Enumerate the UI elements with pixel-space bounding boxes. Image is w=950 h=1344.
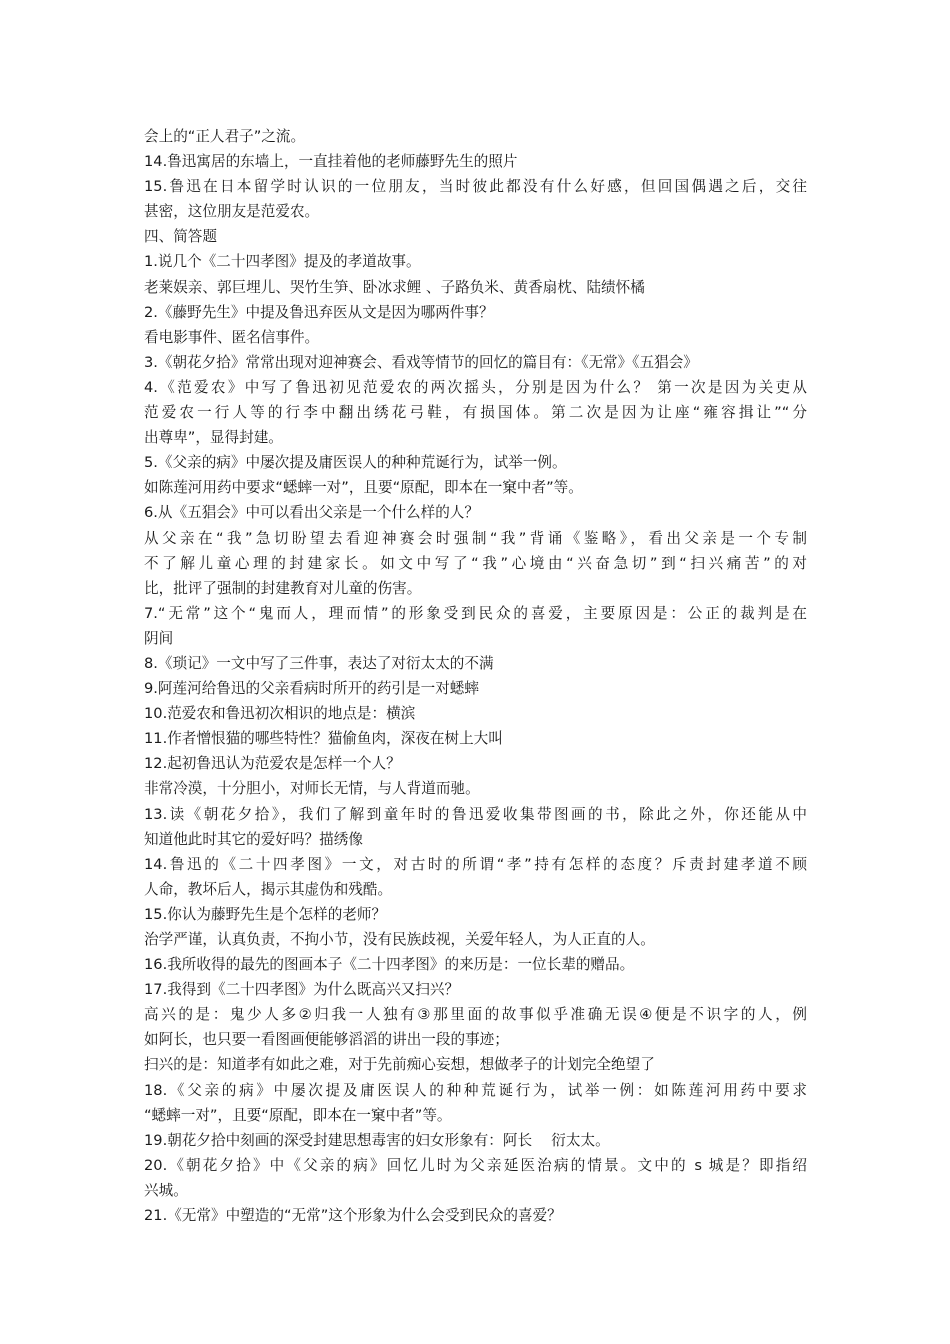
text-line: 扫兴的是：知道孝有如此之难，对于先前痴心妄想，想做孝子的计划完全绝望了 [144, 1056, 655, 1074]
text-line: 18.《父亲的病》中屡次提及庸医误人的种种荒诞行为，试举一例：如陈莲河用药中要求 [144, 1081, 807, 1099]
text-line: 10.范爱农和鲁迅初次相识的地点是：横滨 [144, 705, 416, 723]
text-line: 从父亲在“我”急切盼望去看迎神赛会时强制“我”背诵《鉴略》，看出父亲是一个专制 [144, 529, 807, 547]
text-line: 高兴的是：鬼少人多②归我一人独有③那里面的故事似乎准确无误④便是不识字的人，例 [144, 1006, 807, 1024]
text-line: 兴城。 [144, 1181, 188, 1199]
text-line: 8.《琐记》一文中写了三件事，表达了对衍太太的不满 [144, 654, 494, 672]
text-line: 2.《藤野先生》中提及鲁迅弃医从文是因为哪两件事？ [144, 303, 494, 321]
text-line: 12.起初鲁迅认为范爱农是怎样一个人？ [144, 755, 401, 773]
text-line: 6.从《五猖会》中可以看出父亲是一个什么样的人？ [144, 504, 479, 522]
text-line: 阴间 [144, 629, 174, 647]
text-line: 15.你认为藤野先生是个怎样的老师？ [144, 905, 387, 923]
text-line: 会上的“正人君子”之流。 [144, 128, 306, 145]
document-body [144, 124, 807, 1228]
text-line: 4.《范爱农》中写了鲁迅初见范爱农的两次摇头，分别是因为什么？ 第一次是因为关吏从 [144, 378, 807, 396]
text-line: 19.朝花夕拾中刻画的深受封建思想毒害的妇女形象有：阿长 衍太太。 [144, 1131, 610, 1149]
text-line: 知道他此时其它的爱好吗？描绣像 [144, 830, 363, 848]
text-line: 5.《父亲的病》中屡次提及庸医误人的种种荒诞行为，试举一例。 [144, 454, 567, 472]
text-line: 人命，教坏后人，揭示其虚伪和残酷。 [144, 880, 393, 898]
text-line: 如阿长，也只要一看图画便能够滔滔的讲出一段的事迹； [144, 1031, 509, 1049]
text-line: 出尊卑”，显得封建。 [144, 429, 283, 447]
text-line: 20.《朝花夕拾》中《父亲的病》回忆儿时为父亲延医治病的情景。文中的 s 城是？即指绍 [144, 1156, 807, 1174]
text-line: 1.说几个《二十四孝图》提及的孝道故事。 [144, 253, 421, 271]
text-line: 比，批评了强制的封建教育对儿童的伤害。 [144, 579, 422, 597]
text-line: 老莱娱亲、郭巨埋儿、哭竹生笋、卧冰求鲤 、子路负米、黄香扇枕、陆绩怀橘 [144, 278, 645, 296]
text-line: 不了解儿童心理的封建家长。如文中写了“我”心境由“兴奋急切”到“扫兴痛苦”的对 [144, 554, 807, 572]
text-line: 四、简答题 [144, 228, 217, 246]
text-line: 11.作者憎恨猫的哪些特性？猫偷鱼肉，深夜在树上大叫 [144, 730, 503, 748]
text-line: 3.《朝花夕拾》常常出现对迎神赛会、看戏等情节的回忆的篇目有：《无常》《五猖会》 [144, 353, 698, 371]
text-line: 治学严谨，认真负责，不拘小节，没有民族歧视，关爱年轻人，为人正直的人。 [144, 931, 655, 948]
text-line: 9.阿莲河给鲁迅的父亲看病时所开的药引是一对蟋蟀 [144, 680, 479, 698]
text-line: 14.鲁迅寓居的东墙上，一直挂着他的老师藤野先生的照片 [144, 153, 518, 171]
text-line: 甚密，这位朋友是范爱农。 [144, 203, 320, 221]
text-line: 看电影事件、匿名信事件。 [144, 328, 320, 346]
text-line: 16.我所收得的最先的图画本子《二十四孝图》的来历是：一位长辈的赠品。 [144, 956, 635, 974]
text-line: 15.鲁迅在日本留学时认识的一位朋友，当时彼此都没有什么好感，但回国偶遇之后，交往 [144, 178, 807, 196]
text-line: 范爱农一行人等的行李中翻出绣花弓鞋，有损国体。第二次是因为让座“雍容揖让”“分 [144, 404, 807, 422]
text-line: 21.《无常》中塑造的“无常”这个形象为什么会受到民众的喜爱？ [144, 1207, 562, 1225]
text-line: 如陈莲河用药中要求“蟋蟀一对”，且要“原配，即本在一窠中者”等。 [144, 479, 583, 497]
text-line: 7.“无常”这个“鬼而人，理而情”的形象受到民众的喜爱，主要原因是：公正的裁判是在 [144, 604, 807, 622]
text-line: 非常冷漠，十分胆小，对师长无情，与人背道而驰。 [144, 780, 480, 798]
text-line: 13.读《朝花夕拾》，我们了解到童年时的鲁迅爱收集带图画的书，除此之外，你还能从中 [144, 805, 807, 823]
text-line: 14.鲁迅的《二十四孝图》一文，对古时的所谓“孝”持有怎样的态度？斥责封建孝道不顾 [144, 855, 807, 873]
text-line: “蟋蟀一对”，且要“原配，即本在一窠中者”等。 [144, 1106, 452, 1124]
text-line: 17.我得到《二十四孝图》为什么既高兴又扫兴？ [144, 981, 460, 999]
